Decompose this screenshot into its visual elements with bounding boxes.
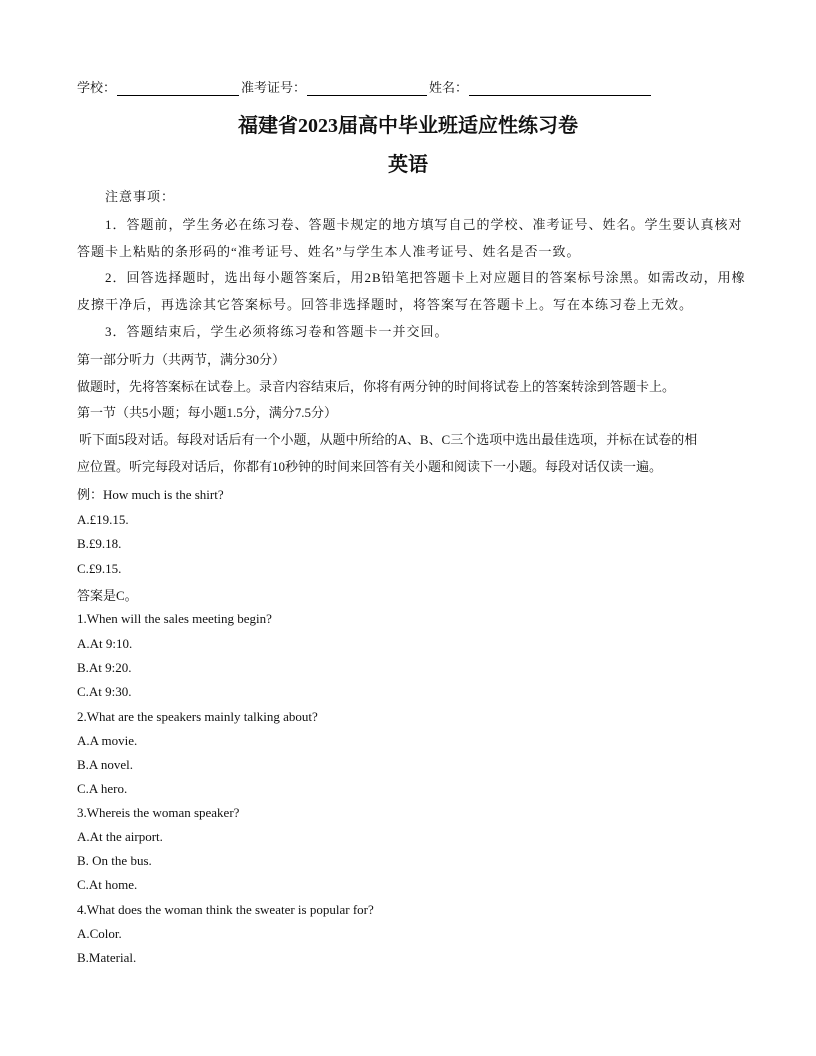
document-title: 福建省2023届高中毕业班适应性练习卷 — [238, 115, 578, 137]
exam-number-blank[interactable] — [307, 81, 427, 96]
question-2-option-a: A.A movie. — [77, 733, 138, 748]
school-label: 学校： — [77, 80, 117, 95]
notice-heading: 注意事项： — [105, 189, 176, 204]
name-blank[interactable] — [469, 81, 651, 96]
notice-item-1-line-2: 答题卡上粘贴的条形码的“准考证号、姓名”与学生本人准考证号、姓名是否一致。 — [77, 244, 581, 259]
question-4: 4.What does the woman think the sweater is popular for? — [77, 902, 374, 917]
school-blank[interactable] — [117, 81, 239, 96]
example-option-a: A.£19.15. — [77, 512, 129, 527]
notice-item-1-line-1: 1．答题前，学生务必在练习卷、答题卡规定的地方填写自己的学校、准考证号、姓名。学生要认真核对 — [105, 217, 743, 232]
question-2: 2.What are the speakers mainly talking about? — [77, 709, 318, 724]
notice-item-2-line-1: 2．回答选择题时，选出每小题答案后，用2B铅笔把答题卡上对应题目的答案标号涂黑。如需改动，用橡 — [105, 270, 746, 285]
example-question: 例：How much is the shirt? — [77, 487, 224, 502]
example-option-b: B.£9.18. — [77, 536, 122, 551]
question-3-option-c: C.At home. — [77, 877, 138, 892]
question-1-option-c: C.At 9:30. — [77, 684, 132, 699]
question-4-option-a: A.Color. — [77, 926, 122, 941]
section1-instruction-line-2: 应位置。听完每段对话后，你都有10秒钟的时间来回答有关小题和阅读下一小题。每段对话仅读一遍。 — [77, 459, 663, 474]
part1-instruction: 做题时，先将答案标在试卷上。录音内容结束后，你将有两分钟的时间将试卷上的答案转涂到答题卡上。 — [77, 379, 676, 394]
question-1-option-a: A.At 9:10. — [77, 636, 133, 651]
example-option-c: C.£9.15. — [77, 561, 122, 576]
question-1: 1.When will the sales meeting begin? — [77, 611, 272, 626]
notice-item-2-line-2: 皮擦干净后，再选涂其它答案标号。回答非选择题时，将答案写在答题卡上。写在本练习卷上无效。 — [77, 297, 694, 312]
subject-title: 英语 — [388, 154, 428, 176]
question-3-option-a: A.At the airport. — [77, 829, 163, 844]
question-4-option-b: B.Material. — [77, 950, 137, 965]
name-label: 姓名： — [429, 80, 469, 95]
question-3-option-b: B. On the bus. — [77, 853, 152, 868]
question-2-option-b: B.A novel. — [77, 757, 133, 772]
section1-heading: 第一节（共5小题；每小题1.5分，满分7.5分） — [77, 405, 338, 420]
part1-heading: 第一部分听力（共两节，满分30分） — [77, 352, 286, 367]
notice-item-3: 3．答题结束后，学生必须将练习卷和答题卡一并交回。 — [105, 324, 449, 339]
question-3: 3.Whereis the woman speaker? — [77, 805, 240, 820]
question-2-option-c: C.A hero. — [77, 781, 128, 796]
exam-number-label: 准考证号： — [241, 80, 307, 95]
example-answer: 答案是C。 — [77, 588, 138, 603]
section1-instruction-line-1: 听下面5段对话。每段对话后有一个小题，从题中所给的A、B、C三个选项中选出最佳选项，并标在试卷的相 — [79, 432, 698, 447]
student-info-line — [77, 77, 653, 96]
question-1-option-b: B.At 9:20. — [77, 660, 132, 675]
